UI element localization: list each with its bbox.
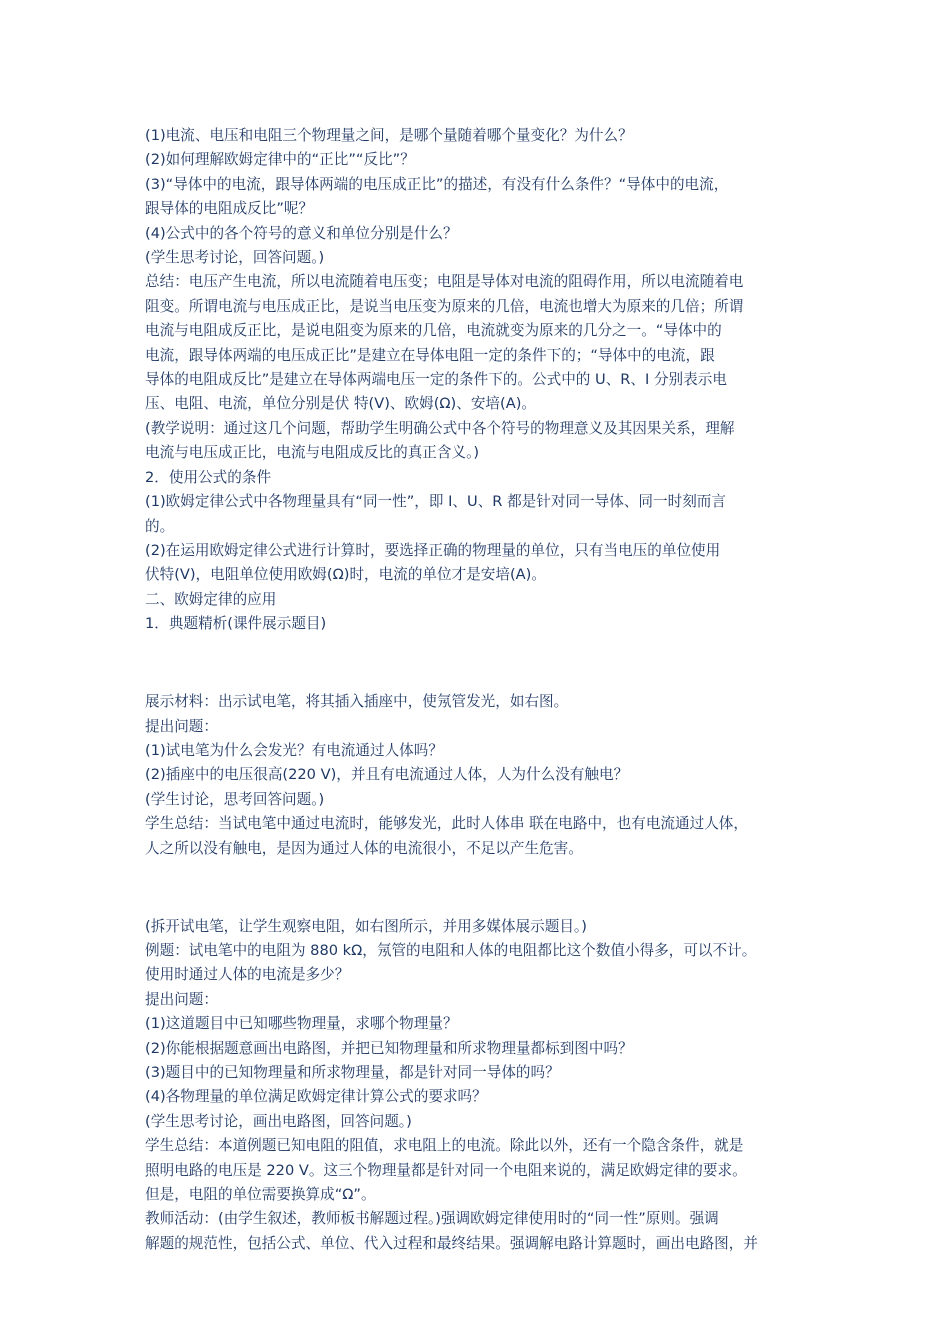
text-line: (2)插座中的电压很高(220 V)，并且有电流通过人体，人为什么没有触电？ bbox=[145, 766, 629, 784]
text-line: (2)在运用欧姆定律公式进行计算时，要选择正确的物理量的单位，只有当电压的单位使用 bbox=[145, 541, 721, 559]
text-line: 教师活动：(由学生叙述，教师板书解题过程。)强调欧姆定律使用时的“同一性”原则。强调 bbox=[145, 1210, 719, 1228]
text-line: 电流与电压成正比，电流与电阻成反比的真正含义。) bbox=[145, 444, 480, 462]
text-line: 2．使用公式的条件 bbox=[145, 468, 272, 486]
text-line: 使用时通过人体的电流是多少？ bbox=[145, 966, 350, 984]
text-line: 展示材料：出示试电笔，将其插入插座中，使氖管发光，如右图。 bbox=[145, 693, 569, 711]
text-line: 提出问题： bbox=[145, 717, 218, 735]
text-line: 跟导体的电阻成反比”呢？ bbox=[145, 200, 314, 218]
document-body bbox=[145, 124, 820, 1256]
text-line: 解题的规范性，包括公式、单位、代入过程和最终结果。强调解电路计算题时，画出电路图，并 bbox=[145, 1234, 758, 1252]
text-line: 电流与电阻成反正比，是说电阻变为原来的几倍，电流就变为原来的几分之一。“导体中的 bbox=[145, 322, 722, 340]
text-line: 导体的电阻成反比”是建立在导体两端电压一定的条件下的。公式中的 U、R、I 分别表示电 bbox=[145, 371, 727, 389]
text-line: 提出问题： bbox=[145, 990, 218, 1008]
text-line: (2)你能根据题意画出电路图，并把已知物理量和所求物理量都标到图中吗？ bbox=[145, 1039, 633, 1057]
text-line: 人之所以没有触电，是因为通过人体的电流很小，不足以产生危害。 bbox=[145, 839, 583, 857]
text-line: (学生思考讨论，画出电路图，回答问题。) bbox=[145, 1112, 412, 1130]
text-line: (拆开试电笔，让学生观察电阻，如右图所示，并用多媒体展示题目。) bbox=[145, 917, 587, 935]
text-line: (1)试电笔为什么会发光？有电流通过人体吗？ bbox=[145, 741, 443, 759]
text-line: 伏特(V)，电阻单位使用欧姆(Ω)时，电流的单位才是安培(A)。 bbox=[145, 566, 546, 584]
text-line: 压、电阻、电流，单位分别是伏 特(V)、欧姆(Ω)、安培(A)。 bbox=[145, 395, 536, 413]
text-line: 例题：试电笔中的电阻为 880 kΩ，氖管的电阻和人体的电阻都比这个数值小得多，可以不计。 bbox=[145, 941, 757, 959]
text-line: 二、欧姆定律的应用 bbox=[145, 590, 277, 608]
text-line: (教学说明：通过这几个问题，帮助学生明确公式中各个符号的物理意义及其因果关系，理解 bbox=[145, 419, 735, 437]
text-line: 学生总结：当试电笔中通过电流时，能够发光，此时人体串 联在电路中，也有电流通过人体， bbox=[145, 815, 748, 833]
text-line: 但是，电阻的单位需要换算成“Ω”。 bbox=[145, 1186, 376, 1203]
text-line: (学生讨论，思考回答问题。) bbox=[145, 790, 325, 808]
text-line: 1．典题精析(课件展示题目) bbox=[145, 615, 327, 633]
text-line: (4)公式中的各个符号的意义和单位分别是什么？ bbox=[145, 224, 458, 242]
text-line: (1)电流、电压和电阻三个物理量之间，是哪个量随着哪个量变化？为什么？ bbox=[145, 127, 633, 144]
text-line: (1)这道题目中已知哪些物理量，求哪个物理量？ bbox=[145, 1015, 458, 1033]
text-line: 阻变。所谓电流与电压成正比，是说当电压变为原来的几倍，电流也增大为原来的几倍；所谓 bbox=[145, 297, 744, 315]
blank-line bbox=[145, 651, 820, 675]
text-line: (3)“导体中的电流，跟导体两端的电压成正比”的描述，有没有什么条件？“导体中的电流， bbox=[145, 175, 729, 193]
text-line: (2)如何理解欧姆定律中的“正比”“反比”？ bbox=[145, 151, 415, 169]
text-line: (3)题目中的已知物理量和所求物理量，都是针对同一导体的吗？ bbox=[145, 1063, 560, 1081]
blank-line bbox=[145, 876, 820, 900]
text-line: (4)各物理量的单位满足欧姆定律计算公式的要求吗？ bbox=[145, 1088, 487, 1106]
text-line: 照明电路的电压是 220 V。这三个物理量都是针对同一个电阻来说的，满足欧姆定律的要求。 bbox=[145, 1161, 747, 1179]
text-line: (1)欧姆定律公式中各物理量具有“同一性”，即 I、U、R 都是针对同一导体、同一时刻而言 bbox=[145, 493, 726, 511]
text-line: 总结：电压产生电流，所以电流随着电压变；电阻是导体对电流的阻碍作用，所以电流随着电 bbox=[145, 273, 744, 291]
text-line: 电流，跟导体两端的电压成正比”是建立在导体电阻一定的条件下的；“导体中的电流，跟 bbox=[145, 346, 715, 364]
text-line: 学生总结：本道例题已知电阻的阻值，求电阻上的电流。除此以外，还有一个隐含条件，就是 bbox=[145, 1137, 744, 1155]
text-line: (学生思考讨论，回答问题。) bbox=[145, 249, 325, 267]
text-line: 的。 bbox=[145, 517, 175, 535]
